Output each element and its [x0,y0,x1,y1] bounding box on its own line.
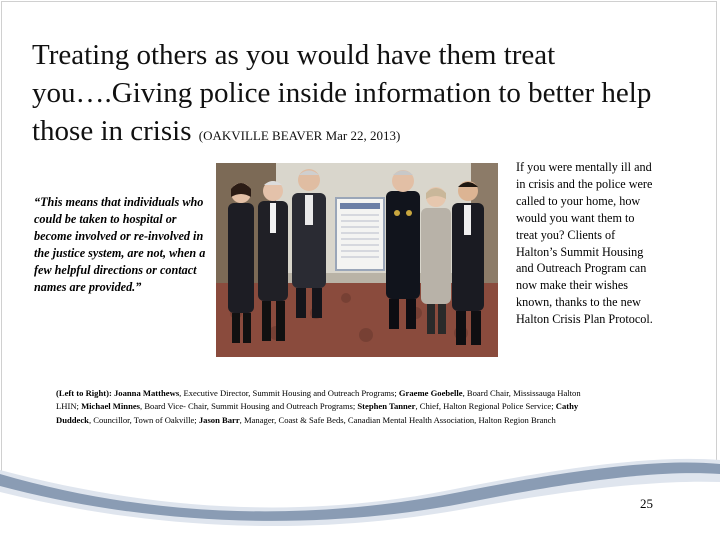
group-photo [216,163,498,357]
caption-role: , Board Chair, Mississauga Halton LHIN; [56,388,581,412]
pull-quote: “This means that individuals who could be taken to hospital or become involved or re-involved in the justice system, are not, when a few helpful directions or contact names are provided.” [34,195,206,294]
side-paragraph: If you were mentally ill and in crisis and the police were called to your home, how would you want them to treat you? Clients of Halton’s Summit Housing and Outreach Program can now make their wishes known, thanks to the new Halton Crisis Plan Protocol. [516,160,653,327]
slide-title [32,36,692,155]
caption-lead: (Left to Right): [56,388,112,398]
caption-name: Graeme Goebelle [398,388,463,398]
caption-name: Stephen Tanner [357,401,416,412]
caption-role: , Board Vice- Chair, Summit Housing and Outreach Programs; [140,401,358,412]
decorative-wave [0,440,720,540]
caption-name: Jason Barr [198,414,240,425]
title-main: Treating others as you would have them treat you….Giving police inside information to better help those in crisis [32,39,652,147]
title-source: (OAKVILLE BEAVER Mar 22, 2013) [198,128,401,143]
caption-role: , Chief, Halton Regional Police Service; [415,401,556,412]
page-number: 25 [640,496,653,511]
group-photo-image [216,163,498,357]
caption-role: , Manager, Coast & Safe Beds, Canadian Mental Health Association, Halton Region Branch [239,414,556,425]
caption-role: , Councillor, Town of Oakville; [88,414,199,425]
caption-name: Joanna Matthews [114,388,180,398]
caption-role: , Executive Director, Summit Housing and Outreach Programs; [179,388,399,398]
photo-caption [56,387,601,427]
caption-name: Michael Minnes [81,401,141,412]
caption-name: Cathy Duddeck [56,401,579,425]
